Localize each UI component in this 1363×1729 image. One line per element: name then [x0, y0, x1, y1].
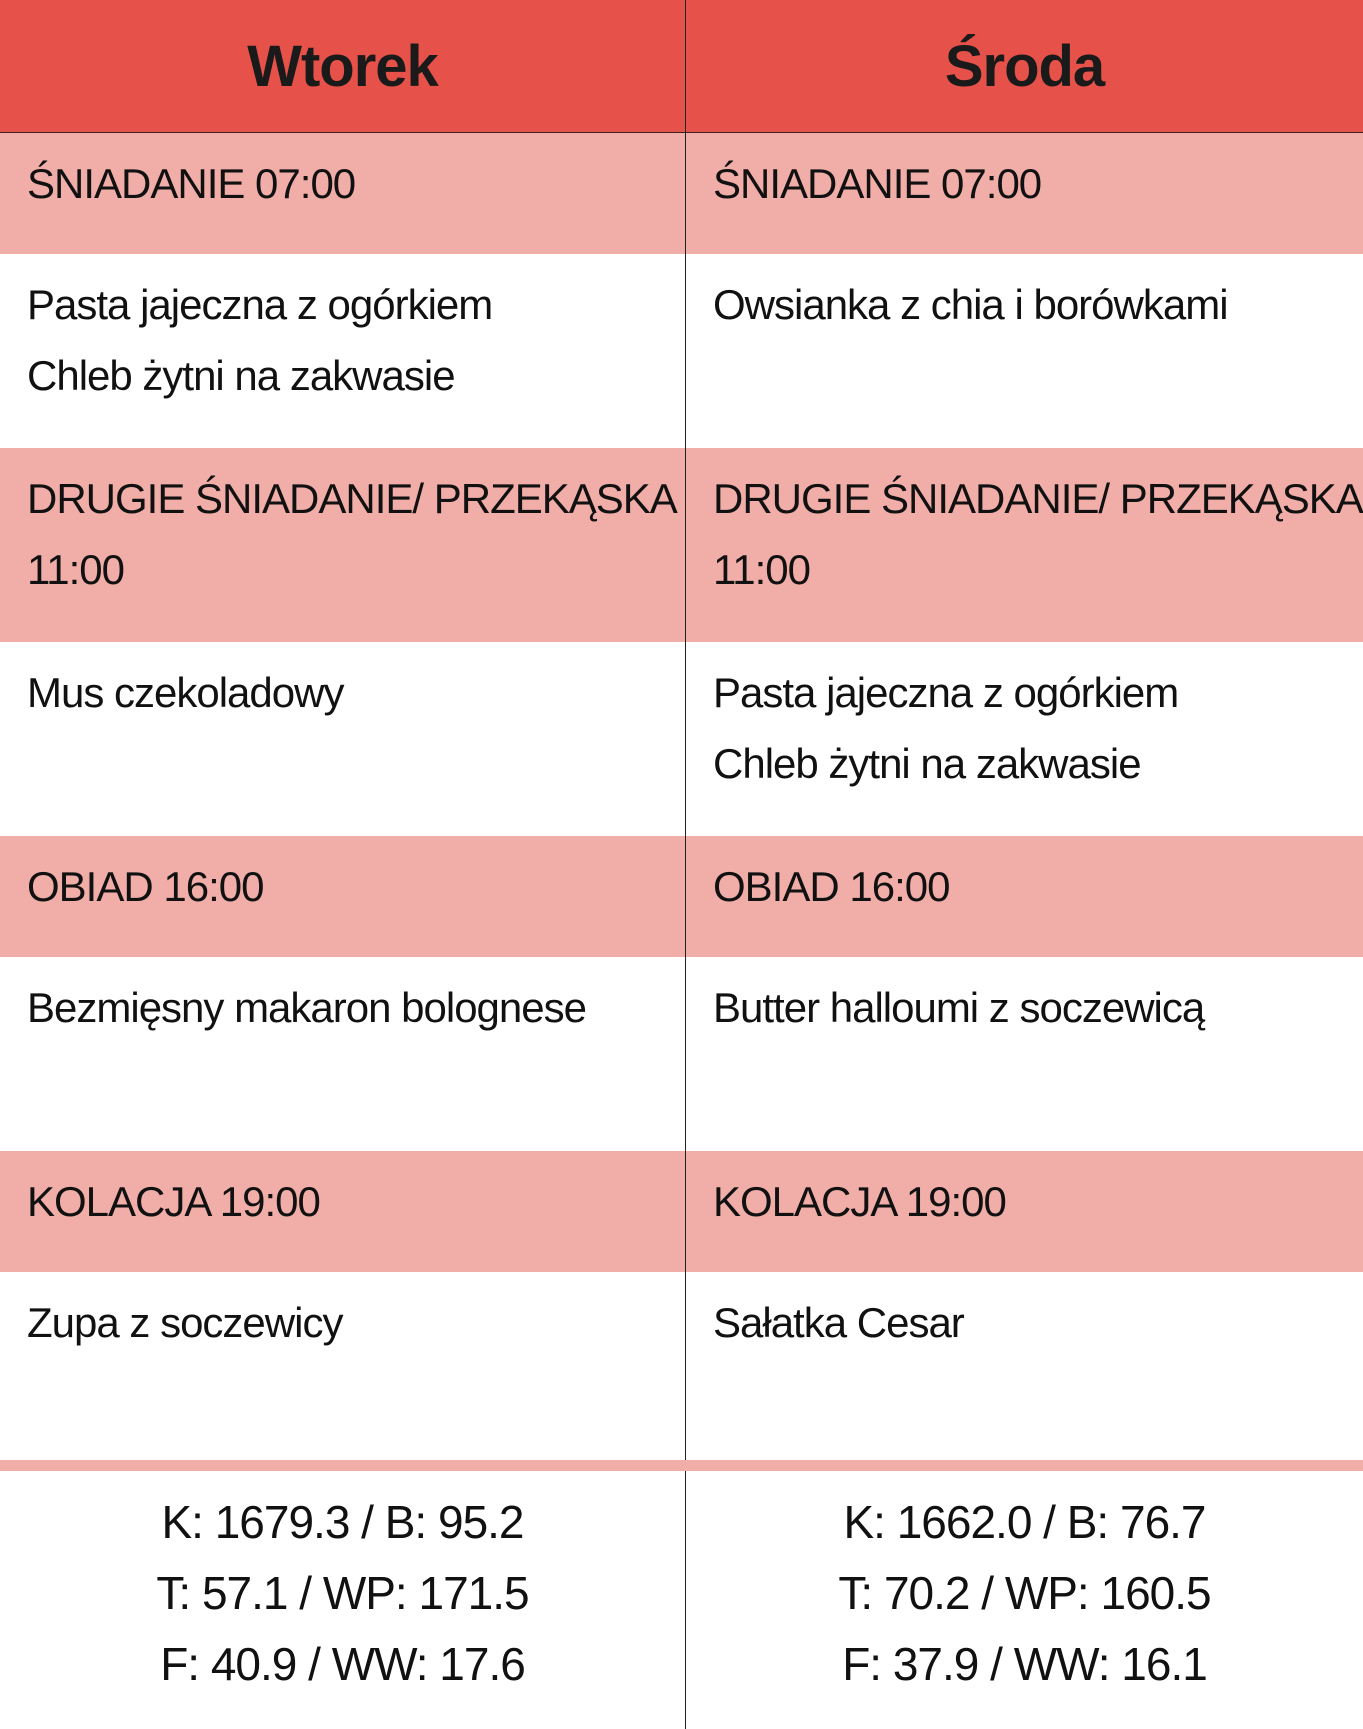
summary-divider [0, 1460, 1363, 1471]
meal-item: Pasta jajeczna z ogórkiem [713, 669, 1179, 716]
meal-label-snack: DRUGIE ŚNIADANIE/ PRZEKĄSKA 11:00 [686, 448, 1363, 642]
meal-item: Chleb żytni na zakwasie [713, 740, 1141, 787]
meal-body-snack [0, 642, 686, 836]
meal-body-dinner [686, 1272, 1363, 1460]
meal-item: Bezmięsny makaron bolognese [27, 984, 586, 1031]
nutrition-line: F: 37.9 / WW: 16.1 [842, 1637, 1207, 1690]
meal-label-breakfast: ŚNIADANIE 07:00 [686, 133, 1363, 254]
nutrition-line: T: 70.2 / WP: 160.5 [838, 1566, 1211, 1619]
meal-item: Zupa z soczewicy [27, 1299, 343, 1346]
meal-body-breakfast [686, 254, 1363, 448]
nutrition-line: K: 1679.3 / B: 95.2 [161, 1495, 524, 1548]
meal-item: Pasta jajeczna z ogórkiem [27, 281, 493, 328]
nutrition-summary-tuesday [0, 1471, 686, 1729]
meal-label-lunch: OBIAD 16:00 [0, 836, 686, 957]
day-header-wednesday: Środa [686, 0, 1363, 133]
meal-label-lunch: OBIAD 16:00 [686, 836, 1363, 957]
day-header-tuesday: Wtorek [0, 0, 686, 133]
nutrition-line: T: 57.1 / WP: 171.5 [156, 1566, 529, 1619]
meal-item: Butter halloumi z soczewicą [713, 984, 1205, 1031]
meal-item: Chleb żytni na zakwasie [27, 352, 455, 399]
nutrition-line: K: 1662.0 / B: 76.7 [843, 1495, 1206, 1548]
meal-body-breakfast [0, 254, 686, 448]
nutrition-summary-wednesday [686, 1471, 1363, 1729]
meal-label-snack: DRUGIE ŚNIADANIE/ PRZEKĄSKA 11:00 [0, 448, 686, 642]
meal-body-lunch [0, 957, 686, 1151]
meal-item: Mus czekoladowy [27, 669, 344, 716]
meal-label-breakfast: ŚNIADANIE 07:00 [0, 133, 686, 254]
nutrition-line: F: 40.9 / WW: 17.6 [160, 1637, 525, 1690]
meal-label-dinner: KOLACJA 19:00 [0, 1151, 686, 1272]
meal-body-snack [686, 642, 1363, 836]
meal-body-lunch [686, 957, 1363, 1151]
meal-item: Sałatka Cesar [713, 1299, 964, 1346]
meal-item: Owsianka z chia i borówkami [713, 281, 1228, 328]
meal-label-dinner: KOLACJA 19:00 [686, 1151, 1363, 1272]
meal-body-dinner [0, 1272, 686, 1460]
